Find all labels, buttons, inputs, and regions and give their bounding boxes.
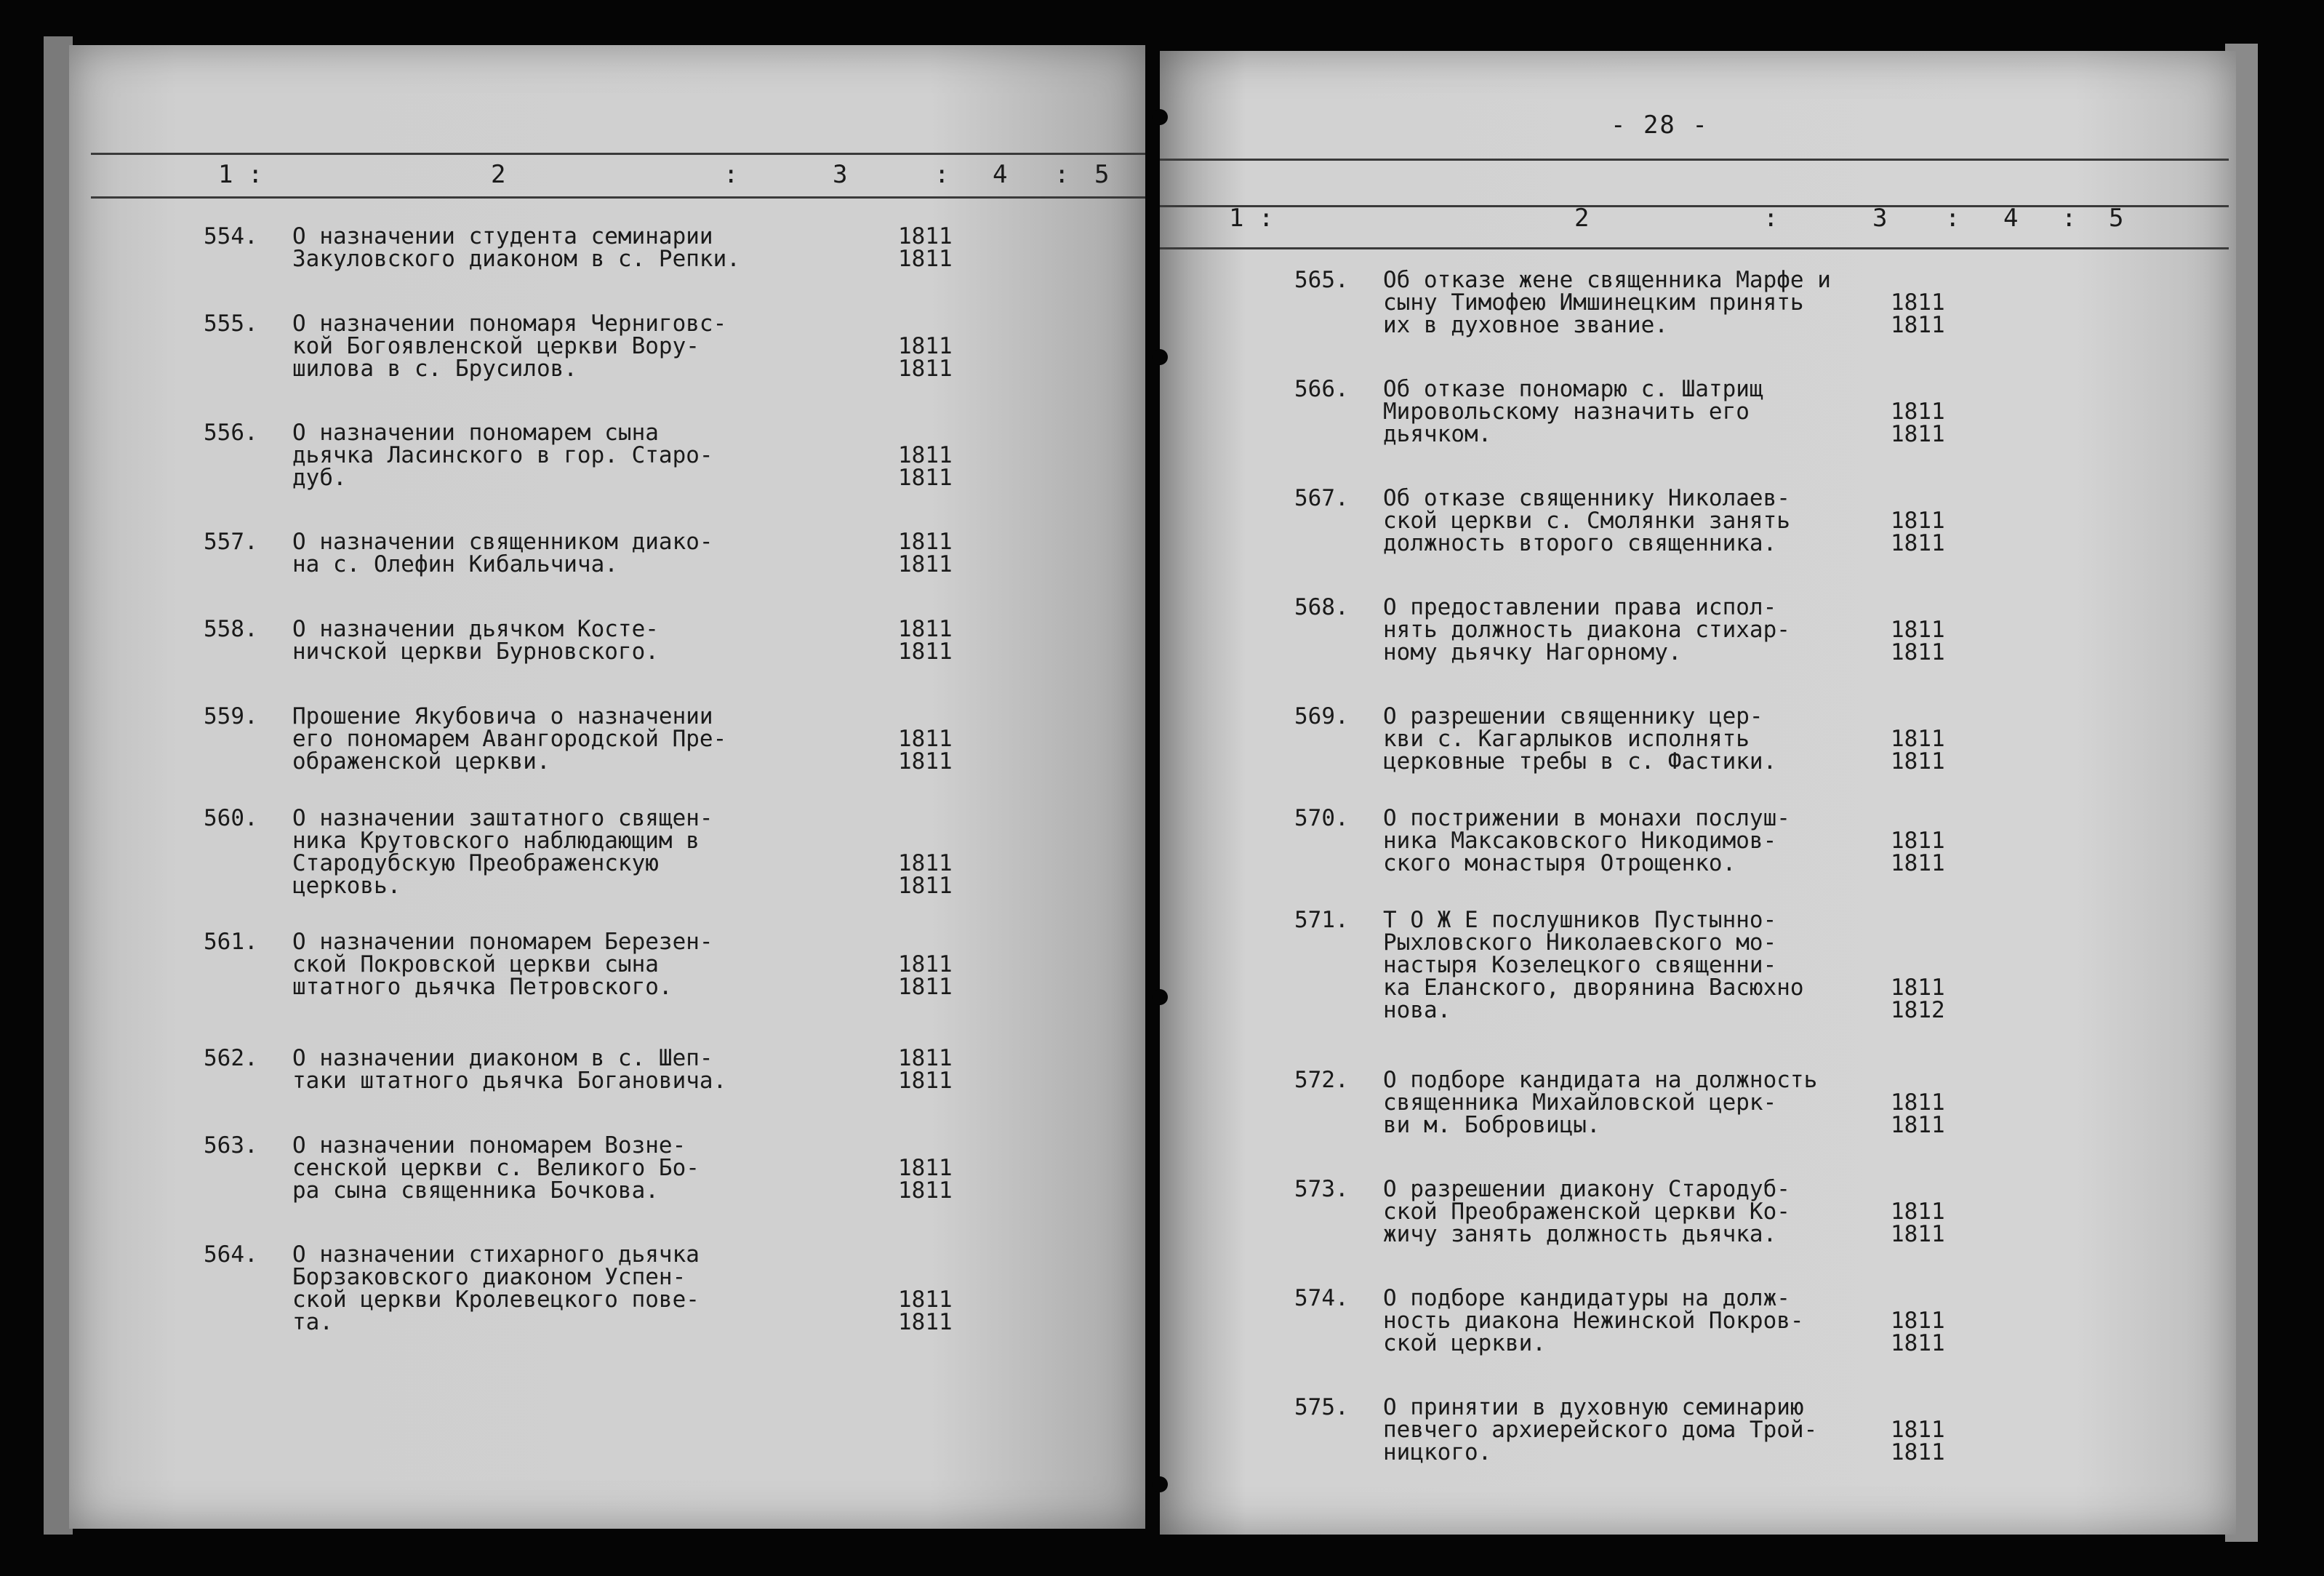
list-item	[204, 807, 971, 897]
entry-text: Т О Ж Е послушников Пустынно- Рыхловского Николаевского мо- настыря Козелецкого священни- ка Еланского, дворянина Васюхно нова.	[1383, 907, 1804, 1023]
year-value: 1811	[898, 974, 953, 1000]
list-item	[204, 1047, 971, 1092]
column-header: :	[2061, 204, 2077, 233]
entry-number: 566.	[1294, 376, 1349, 402]
entry-years	[1891, 1201, 1956, 1246]
entry-number: 557.	[204, 529, 258, 555]
entry-number: 563.	[204, 1132, 258, 1159]
entry-text: О назначении дьячком Косте- ничской церкви Бурновского.	[292, 616, 659, 665]
year-value: 1811	[898, 951, 953, 977]
entry-text: О подборе кандидата на должность священника Михайловской церк- ви м. Бобровицы.	[1383, 1067, 1818, 1138]
entry-text: О назначении пономаря Черниговс- кой Богоявленской церкви Вору- шилова в с. Брусилов.	[292, 311, 727, 382]
year-value: 1811	[898, 1309, 953, 1335]
header-rule-lower	[1160, 247, 2229, 249]
year-value: 1811	[1891, 1089, 1945, 1116]
header-rule-top	[1160, 159, 2229, 161]
binding-hole	[1152, 109, 1168, 125]
entry-years	[898, 953, 963, 999]
entry-number: 561.	[204, 929, 258, 955]
entry-text: О подборе кандидатуры на долж- ность диакона Нежинской Покров- ской церкви.	[1383, 1285, 1804, 1356]
year-value: 1811	[1891, 617, 1945, 643]
year-value: 1811	[1891, 1199, 1945, 1225]
year-value: 1811	[898, 246, 953, 272]
year-value: 1811	[898, 748, 953, 775]
year-value: 1811	[898, 465, 953, 491]
entry-number: 554.	[204, 223, 258, 249]
entry-years	[898, 225, 963, 271]
entry-text: Об отказе пономарю с. Шатрищ Мировольскому назначить его дьячком.	[1383, 376, 1763, 447]
year-value: 1811	[1891, 399, 1945, 425]
entry-number: 569.	[1294, 703, 1349, 729]
year-value: 1811	[898, 223, 953, 249]
entry-years	[1891, 977, 1956, 1022]
column-header: 2	[491, 160, 506, 189]
entry-years	[1891, 728, 1956, 773]
year-value: 1811	[898, 442, 953, 468]
entry-text: О назначении студента семинарии Закуловского диаконом в с. Репки.	[292, 223, 740, 272]
column-header: 1 :	[218, 160, 263, 189]
year-value: 1811	[1891, 975, 1945, 1001]
entry-number: 564.	[204, 1241, 258, 1268]
entry-text: О назначении пономарем сына дьячка Ласинского в гор. Старо- дуб.	[292, 420, 713, 491]
entry-years	[1891, 289, 1956, 338]
entry-number: 567.	[1294, 485, 1349, 511]
year-value: 1811	[1891, 748, 1945, 775]
list-item	[1294, 596, 1963, 664]
year-value: 1811	[898, 726, 953, 752]
entry-number: 575.	[1294, 1394, 1349, 1420]
entry-years	[898, 1289, 963, 1334]
year-value: 1811	[1891, 421, 1945, 447]
year-value: 1811	[1891, 289, 1945, 316]
entry-years	[1891, 401, 1956, 446]
entry-number: 556.	[204, 420, 258, 446]
year-value: 1811	[898, 551, 953, 577]
column-header: 5	[1094, 160, 1110, 189]
list-item	[204, 1241, 971, 1335]
entry-text: О назначении стихарного дьячка Борзаковского диаконом Успен- ской церкви Кролевецкого пове- та.	[292, 1241, 700, 1335]
list-item	[204, 1132, 971, 1204]
entry-text: Прошение Якубовича о назначении его пономарем Авангородской Пре- ображенской церкви.	[292, 703, 727, 775]
column-header: 4	[993, 160, 1008, 189]
list-item	[1294, 1396, 1963, 1464]
list-item	[204, 931, 971, 999]
entry-years	[898, 618, 963, 663]
entry-years	[898, 531, 963, 576]
list-item	[1294, 1069, 1963, 1137]
entry-text: О назначении пономарем Березен- ской Покровской церкви сына штатного дьячка Петровского.	[292, 929, 713, 1000]
list-item	[1294, 1287, 1963, 1355]
list-item	[1294, 487, 1963, 555]
entry-text: О принятии в духовную семинарию певчего архиерейского дома Трой- ницкого.	[1383, 1394, 1818, 1465]
entry-text: О назначении пономарем Возне- сенской церкви с. Великого Бо- ра сына священника Бочкова.	[292, 1132, 700, 1204]
year-value: 1811	[1891, 1308, 1945, 1334]
year-value: 1811	[898, 356, 953, 382]
header-rule-top	[91, 153, 1145, 155]
entry-years	[1891, 830, 1956, 875]
column-header: 2	[1574, 204, 1590, 233]
entry-years	[898, 728, 963, 773]
year-value: 1812	[1891, 997, 1945, 1023]
entry-number: 558.	[204, 616, 258, 642]
entry-text: Об отказе священнику Николаев- ской церкви с. Смолянки занять должность второго священника.	[1383, 485, 1790, 556]
column-header: :	[724, 160, 739, 189]
entry-years	[1891, 619, 1956, 664]
entry-text: О разрешении диакону Стародуб- ской Преображенской церкви Ко- жичу занять должность дьячка.	[1383, 1176, 1790, 1247]
entry-number: 560.	[204, 805, 258, 831]
entry-text: О разрешении священнику цер- кви с. Кагарлыков исполнять церковные требы в с. Фастики.	[1383, 703, 1777, 775]
year-value: 1811	[1891, 508, 1945, 534]
year-value: 1811	[1891, 1221, 1945, 1247]
entry-number: 572.	[1294, 1067, 1349, 1093]
year-value: 1811	[898, 616, 953, 642]
binding-hole	[1152, 989, 1168, 1005]
list-item	[204, 225, 971, 271]
entry-number: 559.	[204, 703, 258, 729]
column-header: 1 :	[1229, 204, 1274, 233]
list-item	[204, 618, 971, 663]
column-header: 3	[833, 160, 848, 189]
header-rule-bottom	[91, 196, 1145, 199]
page-number: - 28 -	[1611, 111, 1709, 140]
list-item	[204, 531, 971, 576]
list-item	[204, 313, 971, 380]
entry-years	[898, 335, 963, 380]
entry-years	[898, 1047, 963, 1092]
entry-number: 568.	[1294, 594, 1349, 620]
year-value: 1811	[898, 850, 953, 876]
entry-number: 571.	[1294, 907, 1349, 933]
year-value: 1811	[898, 873, 953, 899]
column-header: :	[1945, 204, 1960, 233]
entry-years	[898, 852, 963, 897]
column-header: :	[1054, 160, 1070, 189]
year-value: 1811	[1891, 1112, 1945, 1138]
list-item	[1294, 705, 1963, 773]
column-header: :	[934, 160, 950, 189]
column-header: 5	[2109, 204, 2124, 233]
entry-years	[1891, 1310, 1956, 1355]
year-value: 1811	[1891, 530, 1945, 556]
column-header: :	[1763, 204, 1779, 233]
left-page-edge	[44, 36, 73, 1535]
left-page	[69, 45, 1145, 1529]
list-item	[1294, 909, 1963, 1022]
list-item	[1294, 807, 1963, 875]
entry-years	[898, 444, 963, 489]
entry-number: 574.	[1294, 1285, 1349, 1311]
entry-text: Об отказе жене священника Марфе и сыну Тимофею Имшинецким принять их в духовное звание.	[1383, 267, 1831, 338]
entry-number: 565.	[1294, 267, 1349, 293]
year-value: 1811	[898, 1155, 953, 1181]
entry-text: О предоставлении права испол- нять должность диакона стихар- ному дьячку Нагорному.	[1383, 594, 1790, 665]
year-value: 1811	[1891, 850, 1945, 876]
right-page	[1160, 51, 2236, 1535]
entry-years	[898, 1157, 963, 1202]
entry-text: О пострижении в монахи послуш- ника Максаковского Никодимов- ского монастыря Отрощенко.	[1383, 805, 1790, 876]
year-value: 1811	[898, 1287, 953, 1313]
year-value: 1811	[1891, 639, 1945, 665]
column-header: 3	[1872, 204, 1888, 233]
list-item	[1294, 1178, 1963, 1246]
entry-number: 573.	[1294, 1176, 1349, 1202]
entry-number: 562.	[204, 1045, 258, 1071]
year-value: 1811	[898, 1177, 953, 1204]
entry-text: О назначении диаконом в с. Шеп- таки штатного дьячка Богановича.	[292, 1045, 727, 1094]
year-value: 1811	[898, 1068, 953, 1094]
list-item	[1294, 378, 1963, 446]
binding-hole	[1152, 349, 1168, 365]
year-value: 1811	[898, 529, 953, 555]
year-value: 1811	[1891, 1417, 1945, 1443]
year-value: 1811	[1891, 1330, 1945, 1356]
entry-text: О назначении заштатного священ- ника Крутовского наблюдающим в Стародубскую Преображенскую церковь.	[292, 805, 713, 899]
list-item	[204, 705, 971, 773]
year-value: 1811	[898, 333, 953, 359]
entry-years	[1891, 510, 1956, 555]
year-value: 1811	[1891, 1439, 1945, 1465]
entry-years	[1891, 1089, 1956, 1138]
year-value: 1811	[1891, 312, 1945, 338]
entry-number: 570.	[1294, 805, 1349, 831]
list-item	[1294, 269, 1963, 337]
column-header: 4	[2003, 204, 2019, 233]
entry-number: 555.	[204, 311, 258, 337]
year-value: 1811	[898, 1045, 953, 1071]
year-value: 1811	[1891, 828, 1945, 854]
entry-text: О назначении священником диако- на с. Олефин Кибальчича.	[292, 529, 713, 577]
binding-hole	[1152, 1476, 1168, 1492]
list-item	[204, 422, 971, 489]
year-value: 1811	[898, 639, 953, 665]
year-value: 1811	[1891, 726, 1945, 752]
entry-years	[1891, 1419, 1956, 1464]
